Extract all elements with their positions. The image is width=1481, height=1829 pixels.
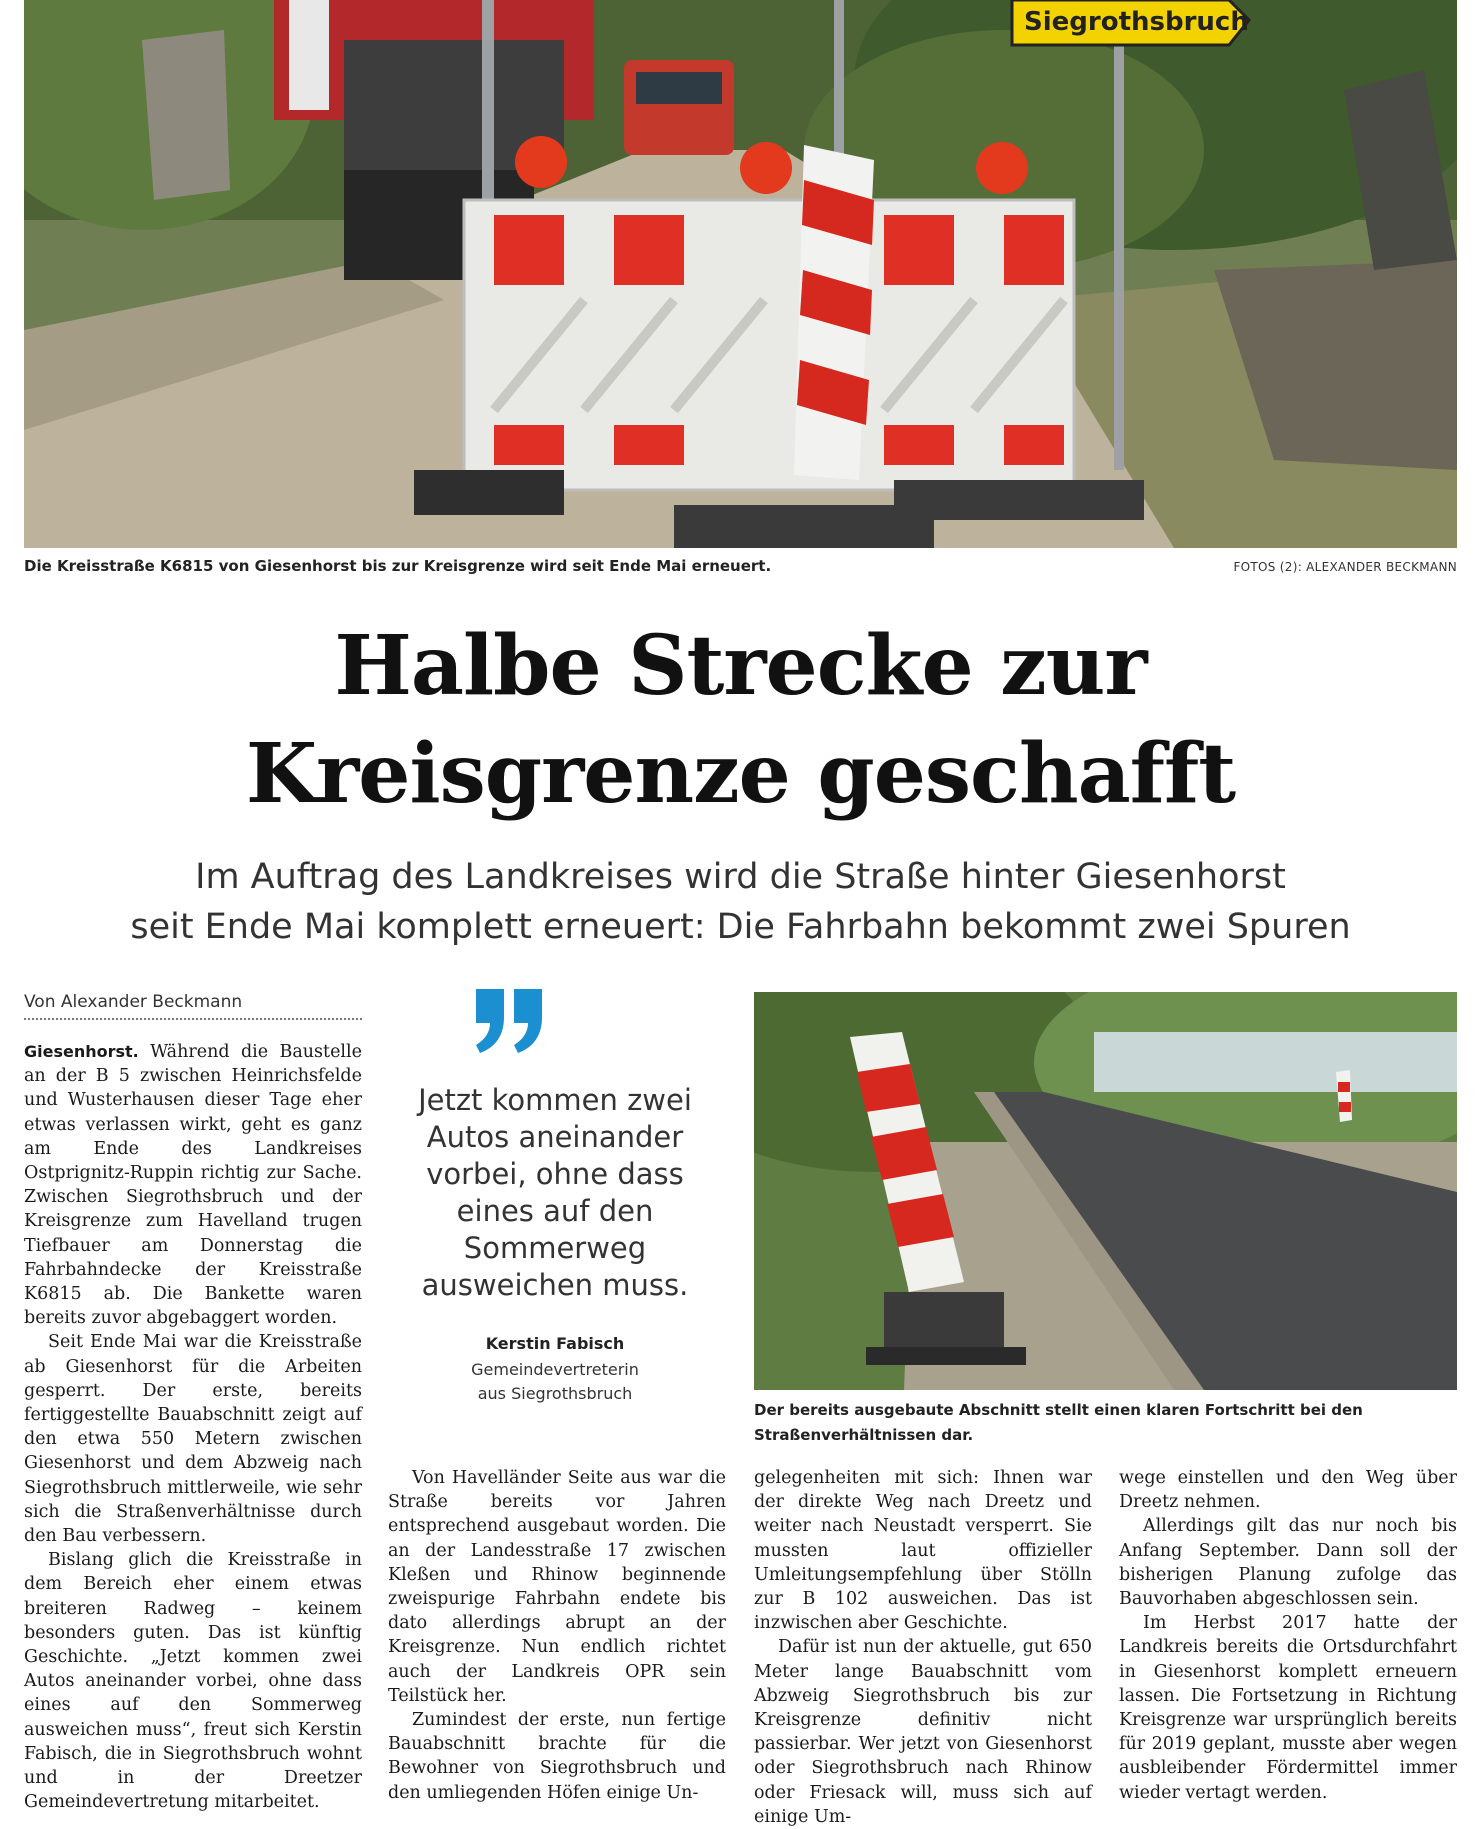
pull-quote-text: Jetzt kommen zwei Autos aneinander vorbei, ohne dass eines auf den Sommerweg ausweichen muss. <box>418 1083 692 1302</box>
paragraph: Seit Ende Mai war die Kreisstraße ab Giesenhorst für die Arbeiten gesperrt. Der erste, bereits fertiggestellte Bauabschnitt zeigt auf den etwa 550 Metern zwischen Giesenhorst und dem Abzweig nach Siegrothsbruch mittlerweile, wie sehr sich die Straßenverhältnisse durch den Bau verbessern. <box>24 1332 362 1547</box>
road-sign-text: Siegrothsbruch <box>1024 7 1249 37</box>
quote-role-line-1: Gemeindevertreterin <box>471 1360 639 1379</box>
quote-author: Kerstin Fabisch <box>485 1334 625 1353</box>
paragraph: Von Havelländer Seite aus war die Straße bereits vor Jahren entsprechend ausgebaut worden. Die an der Landesstraße 17 zwischen Kleßen und Rhinow beginnende zweispurige Fahrbahn endete bis dato allerdings abrupt an der Kreisgrenze. Nun endlich richtet auch der Landkreis OPR sein Teilstück her. <box>388 1468 726 1706</box>
paragraph: Bislang glich die Kreisstraße in dem Bereich eher einem etwas breiteren Radweg – keinem besonders guten. Das ist künftig Geschichte. „Jetzt kommen zwei Autos aneinander vorbei, ohne dass eines auf den Sommerweg ausweichen muss“, freut sich Kerstin Fabisch, die in Siegrothsbruch wohnt und in der Dreetzer Gemeindevertretung mitarbeitet. <box>24 1550 362 1813</box>
quote-author-role <box>420 1358 690 1406</box>
dateline: Giesenhorst. <box>24 1042 139 1061</box>
article-column-1 <box>24 1040 362 1815</box>
construction-site-illustration <box>24 0 1457 548</box>
subheadline-line-2: seit Ende Mai komplett erneuert: Die Fahrbahn bekommt zwei Spuren <box>130 907 1351 947</box>
photo-credit: FOTOS (2): ALEXANDER BECKMANN <box>1233 560 1457 574</box>
paragraph: wege einstellen und den Weg über Dreetz nehmen. <box>1119 1468 1457 1513</box>
headline <box>0 612 1481 828</box>
subheadline-line-1: Im Auftrag des Landkreises wird die Straße hinter Giesenhorst <box>195 857 1286 897</box>
paragraph: Allerdings gilt das nur noch bis Anfang September. Dann soll der bisherigen Planung zufolge das Bauvorhaben abgeschlossen sein. <box>1119 1516 1457 1610</box>
subheadline <box>0 852 1481 952</box>
paragraph: Zumindest der erste, nun fertige Bauabschnitt brachte für die Bewohner von Siegrothsbruch und den umliegenden Höfen einige Un- <box>388 1710 726 1803</box>
paragraph <box>24 1040 362 1330</box>
top-photo-caption: Die Kreisstraße K6815 von Giesenhorst bis zur Kreisgrenze wird seit Ende Mai erneuert. <box>24 557 772 575</box>
article-column-4 <box>1119 1466 1457 1805</box>
top-photo <box>24 0 1457 548</box>
paragraph: Im Herbst 2017 hatte der Landkreis bereits die Ortsdurchfahrt in Giesenhorst komplett erneuern lassen. Die Fortsetzung in Richtung Kreisgrenze war ursprünglich bereits für 2019 geplant, musste aber wegen ausbleibender Fördermittel immer wieder vertagt werden. <box>1119 1613 1457 1803</box>
quote-mark-icon <box>400 985 620 1059</box>
second-photo <box>754 992 1457 1390</box>
headline-line-1: Halbe Strecke zur <box>334 618 1147 714</box>
finished-road-illustration <box>754 992 1457 1390</box>
headline-line-2: Kreisgrenze geschafft <box>245 726 1236 822</box>
paragraph: gelegenheiten mit sich: Ihnen war der direkte Weg nach Dreetz und weiter nach Neustadt versperrt. Sie mussten laut offizieller Umleitungsempfehlung über Stölln zur B 102 ausweichen. Das ist inzwischen aber Geschichte. <box>754 1468 1092 1634</box>
article-column-3 <box>754 1466 1092 1829</box>
paragraph-text: Während die Baustelle an der B 5 zwischen Heinrichsfelde und Wusterhausen dieser Tage eher etwas verlassen wirkt, geht es ganz am Ende des Landkreises Ostprignitz-Ruppin richtig zur Sache. Zwischen Siegrothsbruch und der Kreisgrenze zum Havelland trugen Tiefbauer am Donnerstag die Fahrbahndecke der Kreisstraße K6815 ab. Die Bankette waren bereits zuvor abgebaggert worden. <box>24 1042 362 1329</box>
quote-role-line-2: aus Siegrothsbruch <box>477 1384 633 1403</box>
second-photo-caption: Der bereits ausgebaute Abschnitt stellt einen klaren Fortschritt bei den Straßenverhältnissen dar. <box>754 1401 1363 1444</box>
byline: Von Alexander Beckmann <box>24 992 362 1020</box>
paragraph: Dafür ist nun der aktuelle, gut 650 Meter lange Bauabschnitt vom Abzweig Siegrothsbruch bis zur Kreisgrenze definitiv nicht passierbar. Wer jetzt von Giesenhorst oder Siegrothsbruch nach Rhinow oder Friesack will, muss sich auf einige Um- <box>754 1637 1092 1827</box>
article-column-2 <box>388 1466 726 1805</box>
